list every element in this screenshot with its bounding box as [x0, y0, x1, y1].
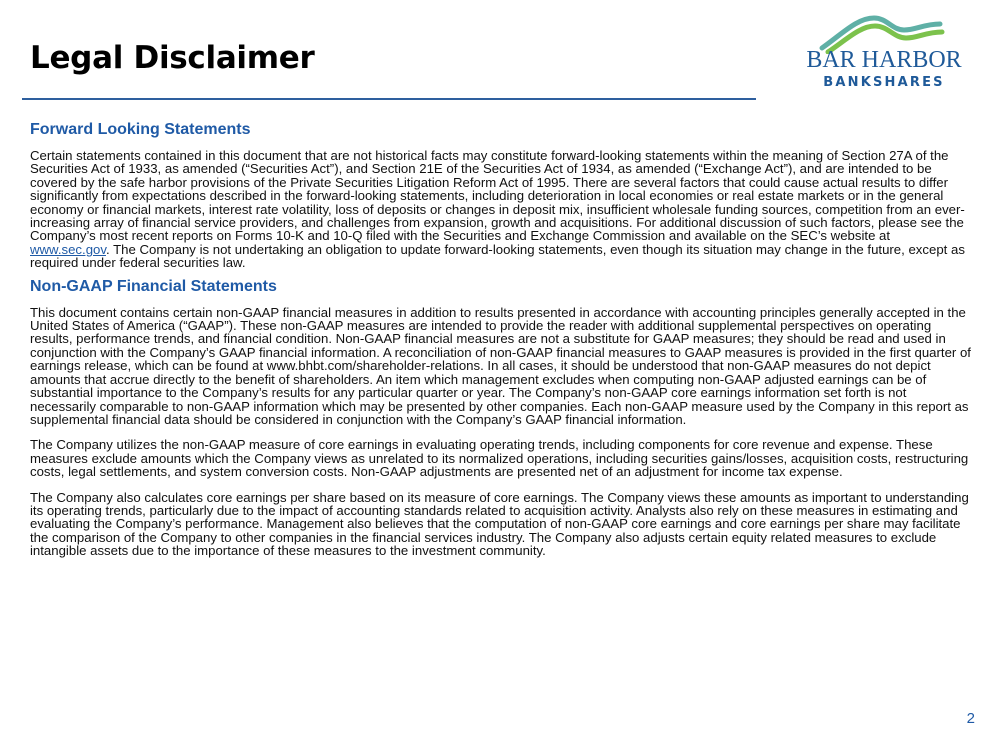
- forward-looking-paragraph: [30, 149, 972, 270]
- non-gaap-paragraph-2: The Company utilizes the non-GAAP measure of core earnings in evaluating operating trends, including components for core revenue and expense. These measures exclude amounts which the Company views as unrelated to its normalized operations, including securities gains/losses, acquisition costs, restructuring costs, legal settlements, and system conversion costs. Non-GAAP adjustments are presented net of an adjustment for income tax expense.: [30, 437, 969, 480]
- bar-harbor-logo: [800, 14, 965, 94]
- forward-looking-text-2: . The Company is not undertaking an obligation to update forward-looking statements, even though its situation may change in the future, except as required under federal securities law.: [30, 241, 965, 271]
- title-underline: [22, 98, 756, 100]
- page-number: 2: [966, 710, 975, 727]
- forward-looking-heading: Forward Looking Statements: [30, 121, 251, 138]
- non-gaap-heading: Non-GAAP Financial Statements: [30, 277, 277, 295]
- page-title: Legal Disclaimer: [30, 40, 315, 76]
- non-gaap-paragraph-3: The Company also calculates core earnings per share based on its measure of core earnings. The Company views these amounts as important to understanding its operating trends, particularly due to the impact of accounting standards related to acquisition activity. Analysts also rely on these measures in estimating and evaluating the Company’s performance. Management also believes that the computation of non-GAAP core earnings and core earnings per share may facilitate the comparison of the Company to other companies in the financial services industry. The Company also adjusts certain equity related measures to exclude intangible assets due to the importance of these measures to the investment community.: [30, 489, 969, 559]
- forward-looking-text-1: Certain statements contained in this document that are not historical facts may constitute forward-looking statements within the meaning of Section 27A of the Securities Act of 1933, as amended (“Securities Act”), and Section 21E of the Securities Act of 1934, as amended (“Exchange Act”), and are intended to be covered by the safe harbor provisions of the Private Securities Litigation Reform Act of 1995. There are several factors that could cause actual results to differ significantly from expectations described in the forward-looking statements, including deterioration in local economies or real estate markets or in the general economy or financial markets, interest rate volatility, loss of deposits or changes in deposit mix, insufficient wholesale funding sources, competition from an ever-increasing array of financial service providers, and challenges from expansion, growth and acquisitions. For additional discussion of such factors, please see the Company’s most recent reports on Forms 10-K and 10-Q filed with the Securities and Exchange Commission and available on the SEC’s website at: [30, 148, 965, 244]
- logo-text-bar-harbor: BAR HARBOR: [806, 47, 962, 73]
- sec-website-link[interactable]: www.sec.gov: [30, 241, 106, 257]
- disclaimer-content: [30, 120, 972, 558]
- non-gaap-paragraph-1: This document contains certain non-GAAP financial measures in addition to results presented in accordance with accounting principles generally accepted in the United States of America (“GAAP”). These non-GAAP measures are intended to provide the reader with additional supplemental perspectives on operating results, performance trends, and financial condition. Non-GAAP financial measures are not a substitute for GAAP measures; they should be read and used in conjunction with the Company’s GAAP financial information. A reconciliation of non-GAAP financial measures to GAAP measures is provided in the first quarter of earnings release, which can be found at www.bhbt.com/shareholder-relations. In all cases, it should be understood that non-GAAP measures do not depict amounts that accrue directly to the benefit of shareholders. An item which management excludes when computing non-GAAP adjusted earnings can be of substantial importance to the Company’s results for any particular quarter or year. The Company’s non-GAAP core earnings information set forth is not necessarily comparable to non-GAAP information which may be presented by other companies. Each non-GAAP measure used by the Company in this report as supplemental financial data should be considered in conjunction with the Company’s GAAP financial information.: [30, 304, 971, 427]
- logo-text-bankshares: BANKSHARES: [823, 75, 945, 90]
